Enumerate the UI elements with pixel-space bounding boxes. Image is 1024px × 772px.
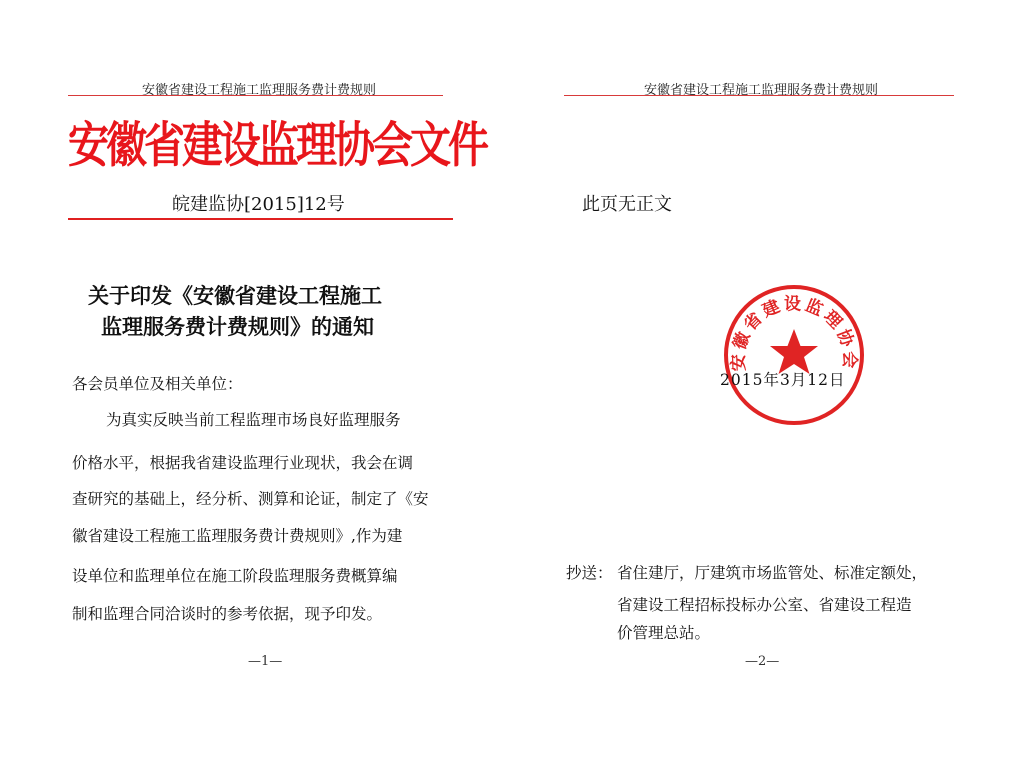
body-line: 制和监理合同洽谈时的参考依据，现予印发。: [72, 605, 383, 623]
masthead-rule: [68, 218, 453, 220]
body-line: 徽省建设工程施工监理服务费计费规则》,作为建: [72, 527, 403, 545]
date: 2015年3月12日: [720, 371, 846, 389]
seal-text: 安徽省建设监理协会: [728, 294, 860, 372]
cc-line: 省建设工程招标投标办公室、省建设工程造: [617, 596, 912, 614]
cc-line: 价管理总站。: [617, 624, 711, 642]
title-line-1: 关于印发《安徽省建设工程施工: [88, 284, 382, 308]
masthead: 安徽省建设监理协会文件: [68, 116, 486, 174]
left-header-rule: [68, 95, 443, 96]
official-seal-icon: [722, 283, 866, 427]
left-page-number: —1—: [248, 654, 283, 669]
left-running-header: 安徽省建设工程施工监理服务费计费规则: [142, 83, 377, 98]
right-page-number: —2—: [745, 654, 780, 669]
body-line: 价格水平，根据我省建设监理行业现状，我会在调: [72, 454, 414, 472]
cc-label: 抄送：: [566, 564, 613, 582]
right-running-header: 安徽省建设工程施工监理服务费计费规则: [644, 83, 879, 98]
title-line-2: 监理服务费计费规则》的通知: [101, 315, 374, 339]
salutation: 各会员单位及相关单位：: [72, 375, 243, 393]
document-number: 皖建监协[2015]12号: [172, 194, 345, 215]
cc-line: 省住建厅，厅建筑市场监管处、标准定额处，: [617, 564, 928, 582]
no-text-note: 此页无正文: [582, 194, 672, 215]
body-line: 设单位和监理单位在施工阶段监理服务费概算编: [72, 567, 398, 585]
body-line: 为真实反映当前工程监理市场良好监理服务: [106, 411, 401, 429]
right-header-rule: [564, 95, 954, 96]
body-line: 查研究的基础上，经分析、测算和论证，制定了《安: [72, 490, 429, 508]
